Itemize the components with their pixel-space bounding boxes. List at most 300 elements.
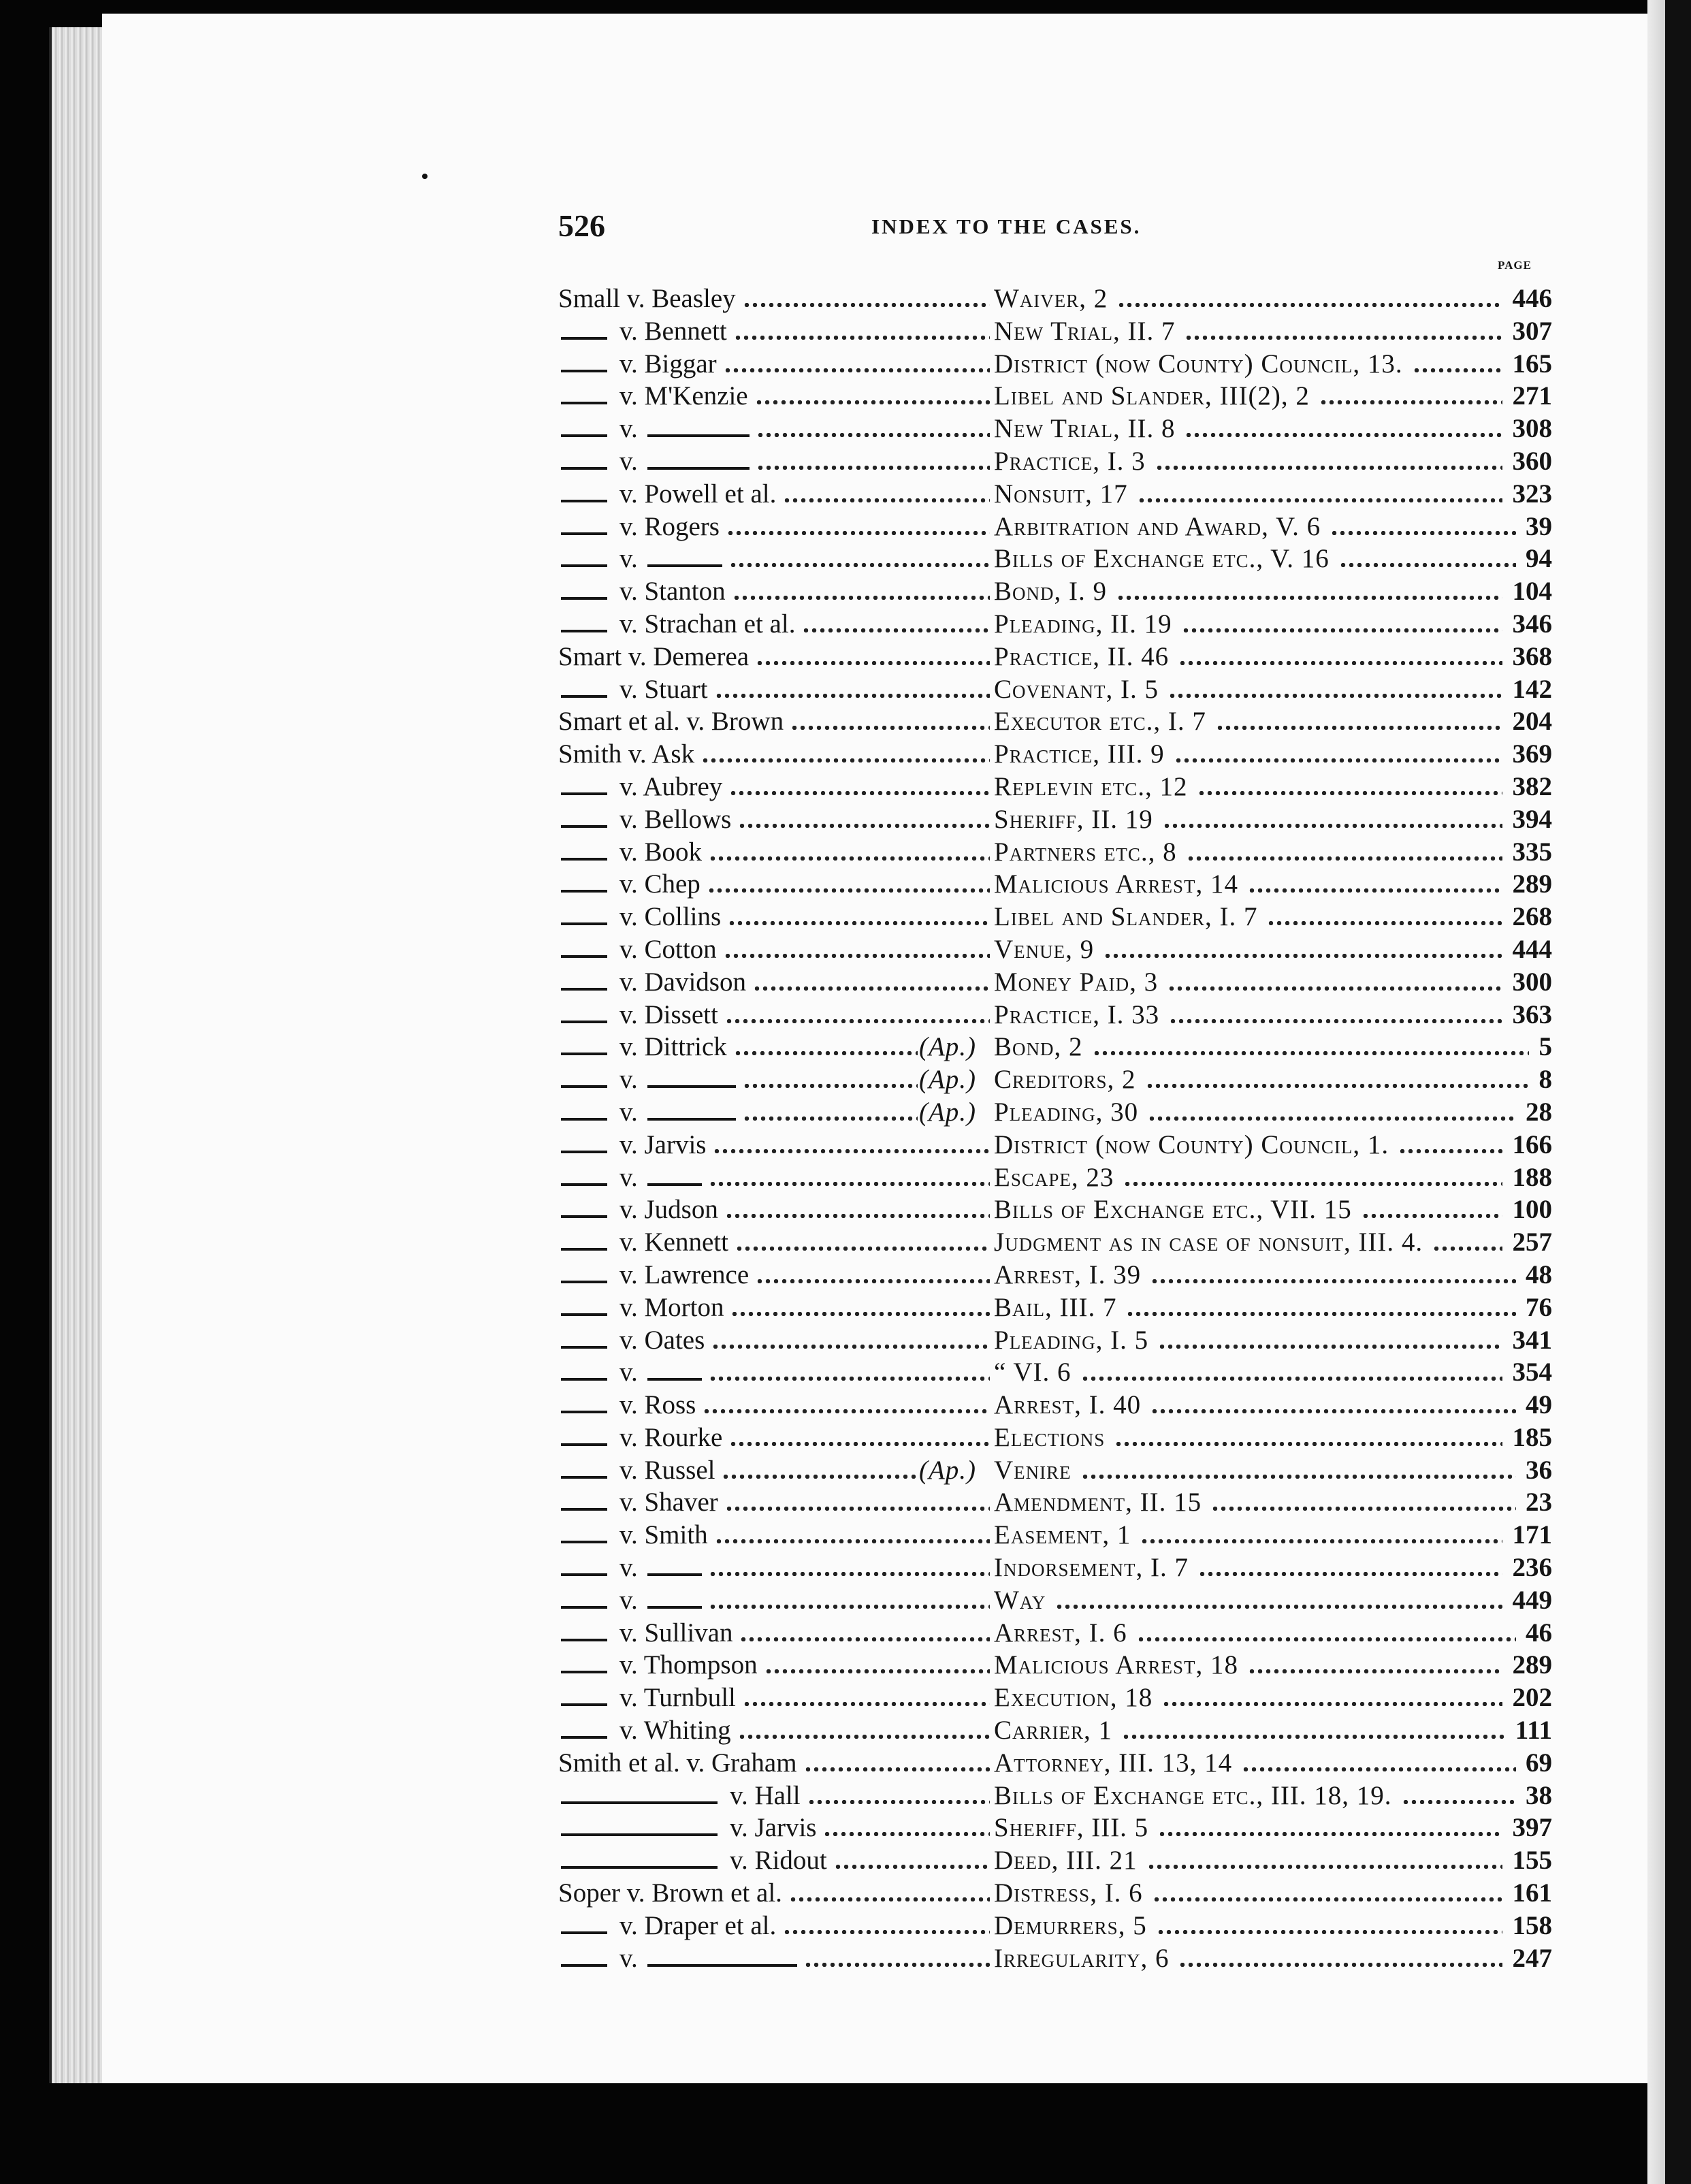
case-name: [558, 1063, 736, 1096]
ditto-dash: [561, 1443, 607, 1446]
case-text: v. Chep: [619, 869, 700, 899]
case-name: [558, 868, 700, 901]
index-entry: [558, 1877, 1566, 1910]
subject-heading: Indorsement, I. 7: [994, 1553, 1189, 1583]
leader-dots: [709, 856, 990, 861]
subject-heading: Bills of Exchange etc., III. 18, 19.: [994, 1780, 1392, 1810]
case-text: v.: [619, 1358, 638, 1387]
leader-dots: [725, 1507, 990, 1511]
subject-heading: Covenant, I. 5: [994, 674, 1159, 704]
ditto-dash: [561, 370, 607, 372]
index-entry: [558, 1096, 1566, 1129]
leader-dots: [1178, 1963, 1502, 1967]
ditto-party-dash: [647, 1118, 736, 1121]
case-name: [558, 673, 708, 706]
subject-heading: Carrier, 1: [994, 1716, 1113, 1746]
ditto-dash: [561, 792, 607, 795]
case-text: v. Bellows: [619, 804, 732, 834]
leader-dots: [715, 694, 990, 698]
case-name: [558, 1747, 797, 1780]
case-text: v. Jarvis: [619, 1129, 707, 1159]
page-ref: 257: [1512, 1227, 1552, 1257]
case-name: [558, 608, 795, 641]
index-entry: [558, 1519, 1566, 1552]
appendix-marker: (Ap.): [919, 1032, 977, 1062]
subject-heading: Pleading, II. 19: [994, 609, 1172, 639]
subject-heading: Bond, I. 9: [994, 577, 1107, 607]
leader-dots: [1248, 888, 1502, 893]
leader-dots: [1150, 1409, 1516, 1413]
index-entry: [558, 1552, 1566, 1584]
case-text: v. Aubrey: [619, 771, 723, 801]
ditto-dash: [561, 1118, 607, 1121]
case-text: v. Lawrence: [619, 1259, 750, 1289]
case-text: v. Draper et al.: [619, 1910, 777, 1940]
subject-heading: Arrest, I. 39: [994, 1259, 1142, 1289]
case-text: Smith v. Ask: [558, 739, 695, 769]
page-ref: 394: [1512, 804, 1552, 834]
page-ref: 360: [1512, 446, 1552, 476]
subject-heading: Executor etc., I. 7: [994, 707, 1206, 737]
index-entry: [558, 868, 1566, 901]
leader-dots: [738, 824, 990, 828]
case-name: [558, 315, 727, 348]
index-entry: [558, 1910, 1566, 1942]
ditto-dash: [561, 890, 607, 893]
page-ref: 94: [1526, 544, 1552, 574]
case-text: v.: [619, 544, 638, 574]
case-text: v.: [619, 446, 638, 476]
ditto-dash: [561, 1606, 607, 1609]
case-name: [558, 1259, 749, 1291]
index-entry: [558, 575, 1566, 608]
subject-heading: Demurrers, 5: [994, 1910, 1147, 1940]
leader-dots: [739, 1637, 990, 1641]
subject-heading: Bills of Exchange etc., VII. 15: [994, 1195, 1352, 1225]
index-entry: [558, 543, 1566, 575]
leader-dots: [726, 531, 990, 535]
leader-dots: [1150, 1279, 1516, 1283]
page-ref: 111: [1515, 1716, 1552, 1746]
appendix-marker: (Ap.): [919, 1097, 977, 1127]
page-ref: 247: [1512, 1943, 1552, 1973]
case-name: [558, 999, 718, 1031]
page-ref: 236: [1512, 1553, 1552, 1583]
ditto-party-dash: [647, 1378, 702, 1381]
index-entry: [558, 1584, 1566, 1617]
ditto-party-dash: [647, 434, 750, 437]
index-entry: [558, 999, 1566, 1031]
leader-dots: [1155, 466, 1502, 470]
leader-dots: [1158, 1832, 1502, 1836]
case-name: [558, 1324, 705, 1357]
subject-heading: Sheriff, III. 5: [994, 1813, 1149, 1843]
leader-dots: [1398, 1149, 1502, 1153]
leader-dots: [1055, 1605, 1502, 1609]
index-entry: [558, 1486, 1566, 1519]
ditto-dash: [561, 1476, 607, 1479]
case-name: [558, 283, 736, 315]
index-entry: [558, 608, 1566, 641]
subject-heading: Replevin etc., 12: [994, 771, 1188, 801]
case-name: [558, 413, 750, 445]
ditto-dash: [561, 988, 607, 991]
page-ref: 161: [1512, 1878, 1552, 1908]
subject-heading: Practice, I. 33: [994, 999, 1160, 1029]
case-name: [558, 771, 722, 803]
leader-dots: [1432, 1247, 1502, 1251]
page-ref: 346: [1512, 609, 1552, 639]
case-text: v. Russel: [619, 1455, 715, 1485]
case-name: [558, 836, 702, 869]
page-ref: 46: [1526, 1618, 1552, 1648]
case-name: [558, 1291, 724, 1324]
running-head: [558, 208, 1566, 255]
leader-dots: [1157, 1930, 1502, 1934]
leader-dots: [802, 628, 990, 632]
index-entry: [558, 1193, 1566, 1226]
index-entry: [558, 803, 1566, 836]
page-ref: 449: [1512, 1585, 1552, 1615]
leader-dots: [1211, 1507, 1516, 1511]
ditto-dash: [561, 1248, 607, 1251]
page-number: 526: [558, 208, 605, 243]
subject-heading: New Trial, II. 7: [994, 316, 1176, 346]
leader-dots: [1216, 726, 1502, 730]
ditto-dash: [561, 1508, 607, 1511]
subject-heading: Distress, I. 6: [994, 1878, 1143, 1908]
index-entry: [558, 283, 1566, 315]
case-name: [558, 511, 720, 543]
case-name: [558, 1486, 718, 1519]
case-name: [558, 1682, 736, 1714]
index-entry: [558, 738, 1566, 771]
subject-heading: Amendment, II. 15: [994, 1488, 1202, 1517]
page-ref: 28: [1526, 1097, 1552, 1127]
ditto-dash: [561, 1671, 607, 1673]
case-text: v. Shaver: [619, 1488, 718, 1517]
subject-heading: Malicious Arrest, 18: [994, 1650, 1238, 1680]
case-text: v. Whiting: [619, 1716, 731, 1746]
leader-dots: [823, 1832, 990, 1836]
case-name: [558, 1617, 732, 1650]
case-name: [558, 1552, 702, 1584]
case-text: v. M'Kenzie: [619, 381, 748, 411]
case-text: v. Oates: [619, 1325, 705, 1355]
ditto-dash: [561, 1281, 607, 1283]
case-text: v. Morton: [619, 1292, 724, 1322]
page-ref: 69: [1526, 1748, 1552, 1778]
leader-dots: [734, 336, 990, 340]
case-name: [558, 380, 748, 413]
case-text: v. Judson: [619, 1195, 718, 1225]
ditto-dash: [561, 1736, 607, 1739]
subject-heading: Deed, III. 21: [994, 1846, 1138, 1876]
case-name: [558, 1877, 782, 1910]
case-name: [558, 1714, 731, 1747]
case-name: [558, 1844, 827, 1877]
case-name: [558, 1812, 816, 1844]
subject-heading: Easement, 1: [994, 1520, 1131, 1550]
index-entry: [558, 1714, 1566, 1747]
case-text: Small v. Beasley: [558, 284, 736, 313]
leader-dots: [1178, 661, 1502, 665]
page-ref: 100: [1512, 1195, 1552, 1225]
leader-dots: [764, 1669, 990, 1673]
subject-heading: Practice, III. 9: [994, 739, 1165, 769]
appendix-marker: (Ap.): [919, 1065, 977, 1095]
ditto-dash: [561, 1573, 607, 1576]
leader-dots: [1197, 791, 1502, 795]
leader-dots: [1167, 986, 1502, 991]
case-text: v. Bennett: [619, 316, 727, 346]
case-name: [558, 1031, 727, 1063]
page-ref: 5: [1539, 1032, 1552, 1062]
leader-dots: [711, 1345, 990, 1349]
case-name: [558, 738, 694, 771]
leader-dots: [730, 1312, 990, 1316]
page-ref: 48: [1526, 1259, 1552, 1289]
leader-dots: [1182, 628, 1502, 632]
leader-dots: [1122, 1735, 1506, 1739]
ditto-dash: [561, 1378, 607, 1381]
leader-dots: [807, 1800, 990, 1804]
ditto-dash: [561, 922, 607, 925]
ditto-dash: [561, 337, 607, 340]
index-entry: [558, 641, 1566, 673]
index-entries: [558, 283, 1566, 1974]
leader-dots: [1168, 694, 1502, 698]
index-entry: [558, 1844, 1566, 1877]
ditto-dash: [561, 1866, 718, 1869]
case-text: v. Cotton: [619, 934, 717, 964]
subject-heading: Venue, 9: [994, 934, 1095, 964]
page-ref: 363: [1512, 999, 1552, 1029]
ditto-party-dash: [647, 564, 722, 567]
index-entry: [558, 933, 1566, 966]
index-entry: [558, 1356, 1566, 1389]
leader-dots: [701, 758, 990, 762]
case-name: [558, 1226, 728, 1259]
index-entry: [558, 380, 1566, 413]
case-text: v. Dissett: [619, 999, 718, 1029]
leader-dots: [1174, 758, 1502, 762]
leader-dots: [790, 726, 990, 730]
leader-dots: [1198, 1572, 1502, 1576]
leader-dots: [709, 1572, 990, 1576]
leader-dots: [1146, 1084, 1529, 1088]
leader-dots: [1162, 1702, 1502, 1706]
subject-heading: District (now County) Council, 1.: [994, 1129, 1389, 1159]
ditto-party-dash: [647, 1606, 702, 1609]
page-ref: 38: [1526, 1780, 1552, 1810]
leader-dots: [1093, 1051, 1529, 1055]
case-name: [558, 1942, 797, 1975]
leader-dots: [1163, 824, 1502, 828]
leader-dots: [729, 791, 990, 795]
subject-heading: Arrest, I. 6: [994, 1618, 1127, 1648]
ditto-dash: [561, 695, 607, 698]
subject-heading: Pleading, I. 5: [994, 1325, 1149, 1355]
case-text: v. Powell et al.: [619, 479, 777, 509]
leader-dots: [724, 954, 990, 958]
index-entry: [558, 1812, 1566, 1844]
case-text: v. Strachan et al.: [619, 609, 796, 639]
case-text: v.: [619, 414, 638, 444]
subject-heading: Bond, 2: [994, 1032, 1083, 1062]
page-ref: 166: [1512, 1129, 1552, 1159]
subject-heading: Judgment as in case of nonsuit, III. 4.: [994, 1227, 1423, 1257]
case-text: v. Rogers: [619, 511, 720, 541]
page-ref: 300: [1512, 967, 1552, 997]
index-entry: [558, 1129, 1566, 1161]
case-name: [558, 1096, 736, 1129]
leader-dots: [725, 1019, 990, 1023]
page-ref: 335: [1512, 837, 1552, 867]
index-entry: [558, 705, 1566, 738]
case-name: [558, 445, 750, 478]
page-ref: 49: [1526, 1390, 1552, 1420]
page-ref: 341: [1512, 1325, 1552, 1355]
leader-dots: [743, 1084, 918, 1088]
page-ref: 158: [1512, 1910, 1552, 1940]
subject-heading: Attorney, III. 13, 14: [994, 1748, 1233, 1778]
leader-dots: [755, 400, 990, 404]
case-name: [558, 348, 717, 381]
leader-dots: [1158, 1345, 1502, 1349]
ditto-dash: [561, 1964, 607, 1967]
page-ref: 202: [1512, 1683, 1552, 1713]
leader-dots: [1362, 1214, 1502, 1218]
ditto-dash: [561, 1703, 607, 1706]
page-ref: 104: [1512, 577, 1552, 607]
appendix-marker: (Ap.): [919, 1455, 977, 1485]
leader-dots: [1117, 303, 1502, 307]
index-entry: [558, 1780, 1566, 1812]
subject-heading: Creditors, 2: [994, 1065, 1136, 1095]
case-text: v.: [619, 1943, 638, 1973]
leader-dots: [756, 661, 990, 665]
leader-dots: [1242, 1767, 1516, 1771]
ditto-party-dash: [647, 1183, 702, 1186]
case-text: v.: [619, 1553, 638, 1583]
leader-dots: [728, 921, 990, 925]
subject-heading: District (now County) Council, 13.: [994, 349, 1403, 379]
case-text: v. Sullivan: [619, 1618, 733, 1648]
leader-dots: [1413, 368, 1502, 372]
leader-dots: [738, 1735, 990, 1739]
case-text: v. Rourke: [619, 1422, 723, 1452]
ditto-dash: [561, 1085, 607, 1088]
subject-heading: Nonsuit, 17: [994, 479, 1128, 509]
page-ref: 289: [1512, 1650, 1552, 1680]
leader-dots: [1140, 1539, 1502, 1543]
leader-dots: [743, 1702, 990, 1706]
subject-heading: Practice, I. 3: [994, 446, 1146, 476]
leader-dots: [722, 1475, 918, 1479]
page-ref: 204: [1512, 707, 1552, 737]
leader-dots: [1402, 1800, 1516, 1804]
index-entry: [558, 1942, 1566, 1975]
ditto-dash: [561, 434, 607, 437]
case-name: [558, 1519, 708, 1552]
leader-dots: [729, 563, 990, 567]
case-name: [558, 1910, 776, 1942]
case-text: v.: [619, 1097, 638, 1127]
leader-dots: [709, 1377, 990, 1381]
ditto-dash: [561, 1053, 607, 1055]
leader-dots: [1138, 498, 1502, 502]
index-entry: [558, 1649, 1566, 1682]
index-entry: [558, 1747, 1566, 1780]
page-column-heading: PAGE: [1498, 259, 1532, 272]
subject-heading: Partners etc., 8: [994, 837, 1177, 867]
ditto-dash: [561, 1411, 607, 1413]
case-text: Smart et al. v. Brown: [558, 707, 784, 737]
index-entry: [558, 1422, 1566, 1454]
case-name: [558, 575, 726, 608]
subject-heading: Practice, II. 46: [994, 641, 1170, 671]
case-name: [558, 1389, 696, 1422]
case-text: Smith et al. v. Graham: [558, 1748, 797, 1778]
index-entry: [558, 1063, 1566, 1096]
leader-dots: [703, 1409, 990, 1413]
case-name: [558, 543, 722, 575]
index-entry: [558, 445, 1566, 478]
page-ref: 289: [1512, 869, 1552, 899]
case-text: Soper v. Brown et al.: [558, 1878, 782, 1908]
case-name: [558, 1584, 702, 1617]
leader-dots: [1116, 596, 1502, 600]
ditto-dash: [561, 1541, 607, 1543]
ditto-dash: [561, 467, 607, 470]
index-entry: [558, 966, 1566, 999]
leader-dots: [1267, 921, 1502, 925]
leader-dots: [804, 1767, 990, 1771]
subject-heading: Libel and Slander, I. 7: [994, 902, 1258, 932]
subject-heading: Money Paid, 3: [994, 967, 1159, 997]
ditto-dash: [561, 1346, 607, 1349]
leader-dots: [1148, 1117, 1516, 1121]
subject-heading: Waiver, 2: [994, 284, 1108, 313]
ditto-dash: [561, 1313, 607, 1316]
leader-dots: [707, 888, 990, 893]
index-entry: [558, 1031, 1566, 1063]
subject-heading: Irregularity, 6: [994, 1943, 1170, 1973]
index-entry: [558, 315, 1566, 348]
subject-heading: Arrest, I. 40: [994, 1390, 1142, 1420]
page-ref: 308: [1512, 414, 1552, 444]
case-name: [558, 1649, 758, 1682]
index-entry: [558, 348, 1566, 381]
leader-dots: [713, 1149, 990, 1153]
index-entry: [558, 1389, 1566, 1422]
leader-dots: [715, 1539, 990, 1543]
ditto-dash: [561, 1639, 607, 1641]
leader-dots: [1153, 1897, 1502, 1901]
leader-dots: [1126, 1312, 1516, 1316]
page-ref: 8: [1539, 1065, 1552, 1095]
page-ref: 323: [1512, 479, 1552, 509]
leader-dots: [804, 1963, 990, 1967]
leader-dots: [1169, 1019, 1502, 1023]
ditto-party-dash: [647, 467, 750, 470]
index-entry: [558, 1161, 1566, 1194]
subject-heading: Pleading, 30: [994, 1097, 1139, 1127]
case-text: v. Hall: [730, 1780, 801, 1810]
index-entry: [558, 1617, 1566, 1650]
case-name: [558, 966, 746, 999]
